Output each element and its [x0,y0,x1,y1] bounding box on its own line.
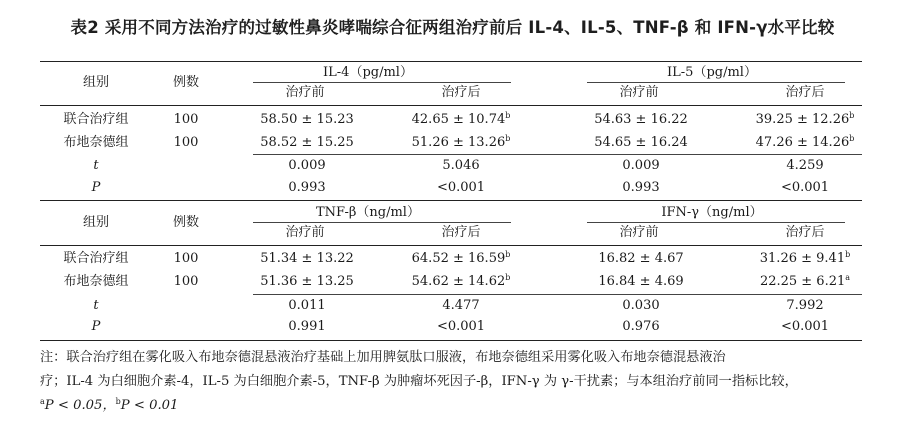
header-before-1: 治疗前 [285,85,325,100]
header-count: 例数 [172,75,199,90]
table-1 [40,61,862,201]
table-cell: 51.36 ± 13.25 [260,274,354,289]
table-cell: 42.65 ± 10.74$^b$ [411,111,511,127]
header-after-1: 治疗后 [441,225,481,240]
stats-rule [253,294,862,295]
table-row-count: 100 [173,274,199,289]
header-before-1: 治疗前 [285,225,325,240]
footnote-line-1: 注：联合治疗组在雾化吸入布地奈德混悬液治疗基础上加用脾氨肽口服液，布地奈德组采用雾化吸入布地奈德混悬液治 [40,350,726,365]
table-cell: 16.82 ± 4.67 [598,251,684,266]
table-cell: 0.030 [622,298,660,313]
stat-label-t: t [93,298,99,313]
table-row-count: 100 [173,135,199,150]
table-cell: 0.976 [622,319,660,334]
table-cell: <0.001 [436,180,486,195]
table-row-group: 布地奈德组 [63,135,129,150]
table-row-group: 布地奈德组 [63,274,129,289]
table-cell: 0.009 [622,158,660,173]
table-row-group: 联合治疗组 [63,112,129,127]
table-cell: 0.993 [288,180,326,195]
stat-label-p: P [91,319,101,334]
stat-label-p: P [91,180,101,195]
table-cell: 54.62 ± 14.62$^b$ [411,273,511,289]
table-cell: 58.52 ± 15.25 [260,135,354,150]
table-row-group: 联合治疗组 [63,251,129,266]
bottom-rule [40,340,862,341]
table-cell: 5.046 [442,158,480,173]
subheader-rule-1 [253,82,511,83]
table-cell: 31.26 ± 9.41$^b$ [759,250,851,266]
table-cell: 51.26 ± 13.26$^b$ [411,134,511,150]
header-group: 组别 [82,75,109,90]
header-group: 组别 [82,215,109,230]
table-cell: 47.26 ± 14.26$^b$ [755,134,855,150]
table-cell: <0.001 [780,180,830,195]
header-before-2: 治疗前 [619,225,659,240]
subheader-rule-2 [587,82,845,83]
stat-label-t: t [93,158,99,173]
table-cell: 0.009 [288,158,326,173]
header-measure-2: IFN-γ（ng/ml） [661,205,763,220]
table-cell: 0.011 [288,298,326,313]
table-row-count: 100 [173,251,199,266]
footnote-line-2: 疗；IL-4 为白细胞介素-4，IL-5 为白细胞介素-5，TNF-β 为肿瘤坏死因子-β，IFN-γ 为 γ-干扰素；与本组治疗前同一指标比较， [40,374,798,389]
header-after-1: 治疗后 [441,85,481,100]
table-cell: <0.001 [780,319,830,334]
header-after-2: 治疗后 [785,225,825,240]
table-cell: 4.259 [786,158,824,173]
table-cell: 4.477 [442,298,480,313]
table-cell: 39.25 ± 12.26$^b$ [755,111,855,127]
table-footnote [40,346,870,418]
table-cell: 64.52 ± 16.59$^b$ [411,250,511,266]
header-rule [40,245,862,246]
table-cell: 16.84 ± 4.69 [598,274,684,289]
subheader-rule-1 [253,222,511,223]
stats-rule [253,154,862,155]
table-cell: 0.991 [288,319,326,334]
table-cell: 58.50 ± 15.23 [260,112,354,127]
header-after-2: 治疗后 [785,85,825,100]
header-rule [40,105,862,106]
table-cell: <0.001 [436,319,486,334]
header-measure-1: IL-4（pg/ml） [323,65,413,80]
table-cell: 54.63 ± 16.22 [594,112,688,127]
header-measure-2: IL-5（pg/ml） [667,65,757,80]
table-cell: 7.992 [786,298,824,313]
header-before-2: 治疗前 [619,85,659,100]
subheader-rule-2 [587,222,845,223]
table-cell: 22.25 ± 6.21$^a$ [759,273,851,289]
table-cell: 0.993 [622,180,660,195]
table-2 [40,201,862,345]
table-cell: 51.34 ± 13.22 [260,251,354,266]
table-cell: 54.65 ± 16.24 [594,135,688,150]
header-count: 例数 [172,215,199,230]
footnote-line-3: $^a$P < 0.05，$^b$P < 0.01 [40,397,179,413]
header-measure-1: TNF-β（ng/ml） [316,205,420,220]
table-row-count: 100 [173,112,199,127]
table-title: 表2 采用不同方法治疗的过敏性鼻炎哮喘综合征两组治疗前后 IL-4、IL-5、TNF-β 和 IFN-γ水平比较 [70,18,835,37]
top-rule [40,61,862,62]
